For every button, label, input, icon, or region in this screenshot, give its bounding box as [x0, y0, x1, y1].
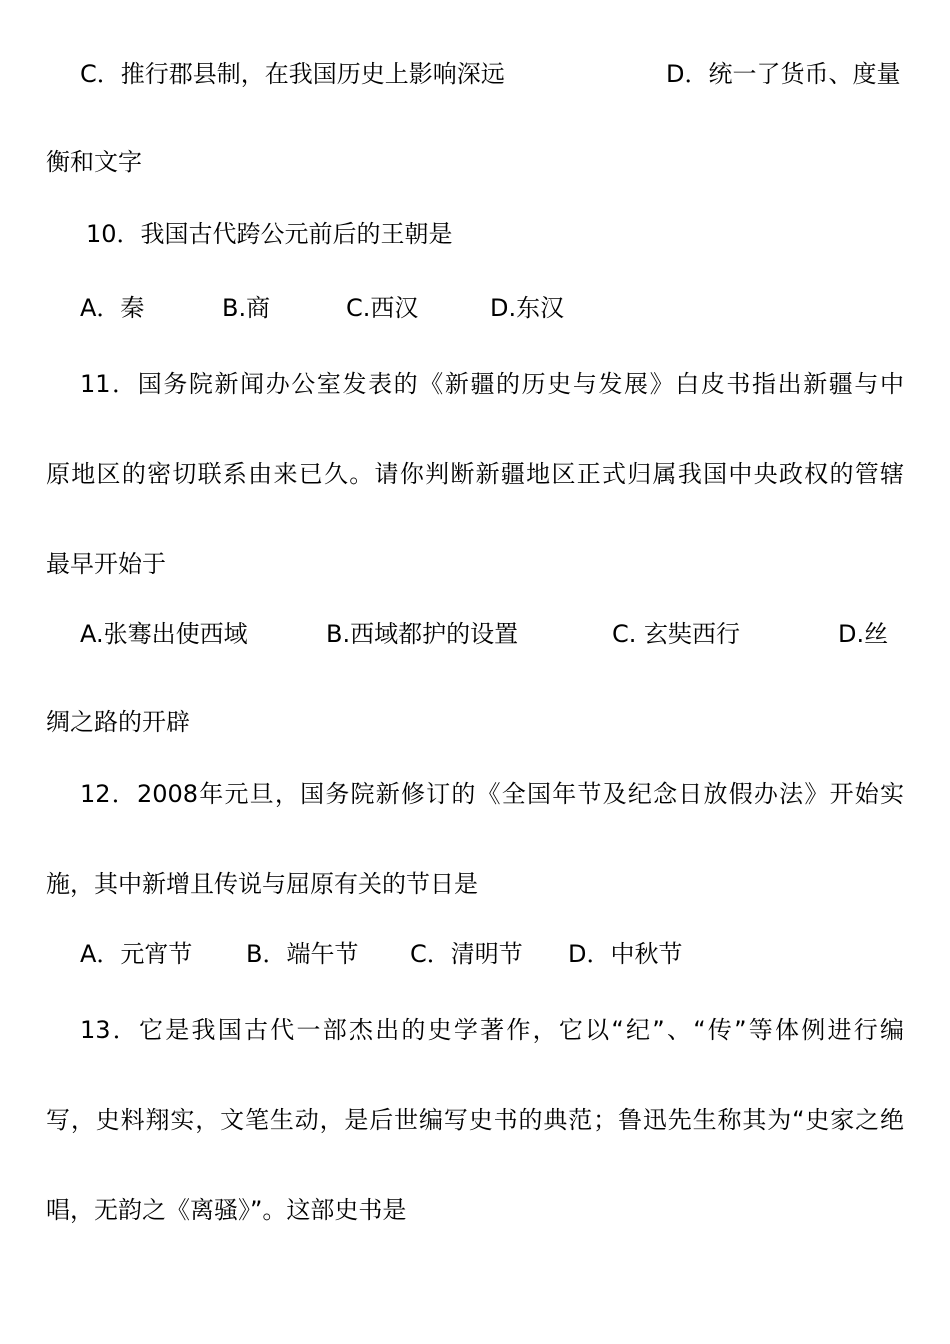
q13-stem-line-3: 唱，无韵之《离骚》”。这部史书是: [46, 1196, 407, 1224]
q12-option-a: A．元宵节: [80, 940, 193, 968]
q12-option-d: D．中秋节: [568, 940, 683, 968]
q12-stem-line-1: 12．2008年元旦，国务院新修订的《全国年节及纪念日放假办法》开始实: [80, 780, 904, 808]
q10-option-c: C.西汉: [346, 294, 419, 322]
q11-option-d-continuation: 绸之路的开辟: [46, 708, 190, 736]
q12-option-b: B．端午节: [246, 940, 359, 968]
q13-stem-line-1: 13．它是我国古代一部杰出的史学著作，它以“纪”、“传”等体例进行编: [80, 1016, 904, 1044]
q9-option-d: D．统一了货币、度量: [666, 60, 901, 88]
q11-option-a: A.张骞出使西域: [80, 620, 248, 648]
q10-option-b: B.商: [222, 294, 271, 322]
q12-option-c: C．清明节: [410, 940, 523, 968]
q9-option-c: C．推行郡县制，在我国历史上影响深远: [80, 60, 505, 88]
q13-stem-line-2: 写，史料翔实，文笔生动，是后世编写史书的典范；鲁迅先生称其为“史家之绝: [46, 1106, 904, 1134]
q11-stem-line-2: 原地区的密切联系由来已久。请你判断新疆地区正式归属我国中央政权的管辖: [46, 460, 904, 488]
q12-stem-line-2: 施，其中新增且传说与屈原有关的节日是: [46, 870, 478, 898]
q11-stem-line-1: 11．国务院新闻办公室发表的《新疆的历史与发展》白皮书指出新疆与中: [80, 370, 904, 398]
q11-option-c: C. 玄奘西行: [612, 620, 741, 648]
q10-option-d: D.东汉: [490, 294, 565, 322]
q10-stem: 10．我国古代跨公元前后的王朝是: [86, 220, 453, 248]
q11-option-b: B.西域都护的设置: [326, 620, 519, 648]
q11-option-d: D.丝: [838, 620, 889, 648]
q11-stem-line-3: 最早开始于: [46, 550, 166, 578]
q9-option-d-continuation: 衡和文字: [46, 148, 142, 176]
q10-option-a: A．秦: [80, 294, 145, 322]
